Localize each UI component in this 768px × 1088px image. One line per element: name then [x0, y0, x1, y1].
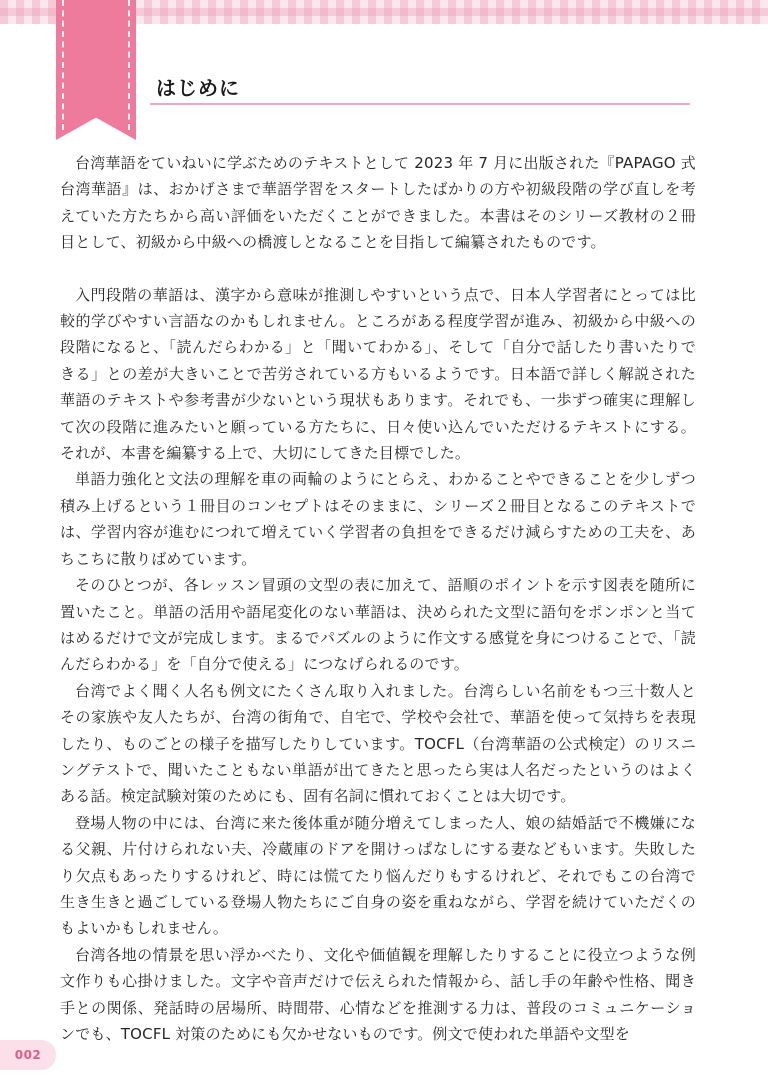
paragraph: そのひとつが、各レッスン冒頭の文型の表に加えて、語順のポイントを示す図表を随所に置いたこと。単語の活用や語尾変化のない華語は、決められた文型に語句をポンポンと当てはめるだけで文が完成します。まるでパズルのように作文する感覚を身につけることで、「読んだらわかる」を「自分で使える」につなげられるのです。 — [60, 576, 696, 674]
heading-underline — [150, 103, 690, 105]
paragraph: 登場人物の中には、台湾に来た後体重が随分増えてしまった人、娘の結婚話で不機嫌になる父親、片付けられない夫、冷蔵庫のドアを開けっぱなしにする妻などもいます。失敗したり欠点もあったりするけれど、時には慌てたり悩んだりもするけれど、それでもこの台湾で生き生きと過ごしている登場人物たちにご自身の姿を重ねながら、学習を続けていただくのもよいかもしれません。 — [60, 813, 696, 938]
section-heading: はじめに — [156, 76, 240, 100]
paragraph: 台湾でよく聞く人名も例文にたくさん取り入れました。台湾らしい名前をもつ三十数人とその家族や友人たちが、台湾の街角で、自宅で、学校や会社で、華語を使って気持ちを表現したり、ものごとの様子を描写したりしています。TOCFL（台湾華語の公式検定）のリスニングテストで、聞いたこともない単語が出てきたと思ったら実は人名だったというのはよくある話。検定試験対策のためにも、固有名詞に慣れておくことは大切です。 — [60, 681, 696, 806]
paragraph: 台湾華語をていねいに学ぶためのテキストとして 2023 年 7 月に出版された『PAPAGO 式台湾華語』は、おかげさまで華語学習をスタートしたばかりの方や初級段階の学び直しを考えていた方たちから高い評価をいただくことができました。本書はそのシリーズ教材の２冊目として、初級から中級への橋渡しとなることを目指して編纂されたものです。 — [60, 154, 696, 252]
ribbon-stitching — [62, 0, 130, 130]
page-number-tab — [0, 1040, 56, 1070]
paragraph: 台湾各地の情景を思い浮かべたり、文化や価値観を理解したりすることに役立つような例文作りも心掛けました。文字や音声だけで伝えられた情報から、話し手の年齢や性格、聞き手との関係、発話時の居場所、時間帯、心情などを推測する力は、普段のコミュニケーションでも、TOCFL 対策のためにも欠かせないものです。例文で使われた単語や文型を — [60, 945, 696, 1043]
paragraph: 入門段階の華語は、漢字から意味が推測しやすいという点で、日本人学習者にとっては比較的学びやすい言語なのかもしれません。ところがある程度学習が進み、初級から中級への段階になると、「読んだらわかる」と「聞いてわかる」、そして「自分で話したり書いたりできる」との差が大きいことで苦労されている方もいるようです。日本語で詳しく解説された華語のテキストや参考書が少ないという現状もあります。それでも、一歩ずつ確実に理解して次の段階に進みたいと願っている方たちに、日々使い込んでいただけるテキストにする。それが、本書を編纂する上で、大切にしてきた目標でした。 — [60, 285, 696, 463]
paragraph: 単語力強化と文法の理解を車の両輪のようにとらえ、わかることやできることを少しずつ積み上げるという１冊目のコンセプトはそのままに、シリーズ２冊目となるこのテキストでは、学習内容が進むにつれて増えていく学習者の負担をできるだけ減らすための工夫を、あちこちに散りばめています。 — [60, 470, 696, 568]
page-number: 002 — [14, 1048, 42, 1062]
body-text — [60, 150, 696, 1047]
